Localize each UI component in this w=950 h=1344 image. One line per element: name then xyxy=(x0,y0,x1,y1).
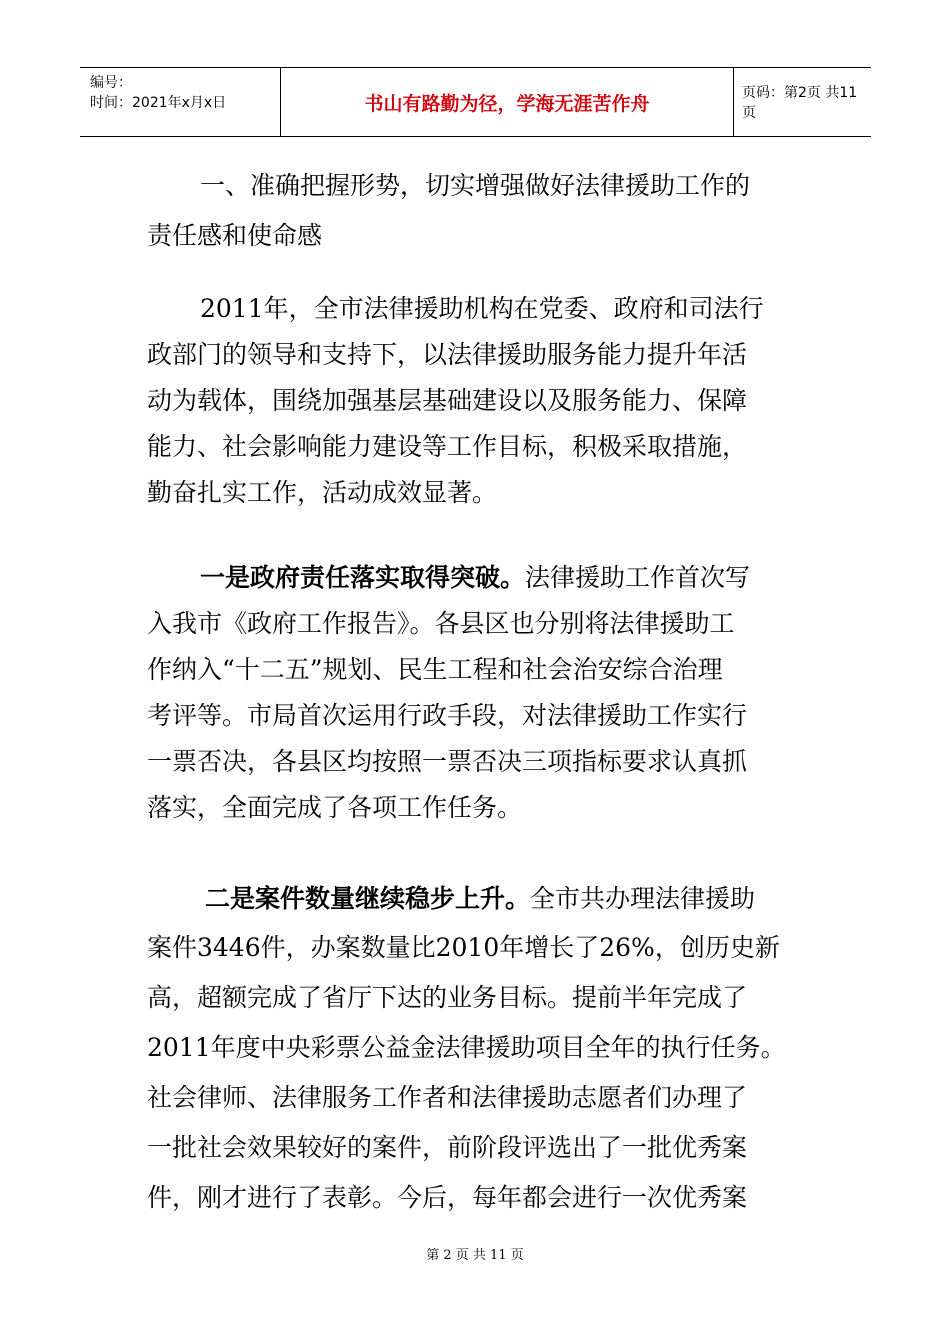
paragraph-line xyxy=(200,563,750,593)
paragraph-line: 2011年度中央彩票公益金法律援助项目全年的执行任务。 xyxy=(147,1033,786,1062)
paragraph-line: 一批社会效果较好的案件，前阶段评选出了一批优秀案 xyxy=(147,1133,748,1162)
paragraph-line: 高，超额完成了省厅下达的业务目标。提前半年完成了 xyxy=(147,983,748,1012)
paragraph-line: 一票否决，各县区均按照一票否决三项指标要求认真抓 xyxy=(147,747,748,776)
paragraph-lead-bold: 二是案件数量继续稳步上升。 xyxy=(205,884,531,913)
paragraph-line: 动为载体，围绕加强基层基础建设以及服务能力、保障 xyxy=(147,386,748,415)
paragraph-line: 案件3446件，办案数量比2010年增长了26%，创历史新 xyxy=(147,933,780,962)
time-label: 时间：2021年x月x日 xyxy=(90,95,227,111)
paragraph-line xyxy=(205,884,755,914)
paragraph-line: 落实，全面完成了各项工作任务。 xyxy=(147,793,523,822)
paragraph-line: 2011年，全市法律援助机构在党委、政府和司法行 xyxy=(200,294,764,323)
header-page-info: 页码：第2页 共11页 xyxy=(742,85,858,121)
paragraph-line: 能力、社会影响能力建设等工作目标，积极采取措施， xyxy=(147,432,748,461)
number-label: 编号： xyxy=(90,75,132,91)
paragraph-line: 入我市《政府工作报告》。各县区也分别将法律援助工 xyxy=(147,609,735,638)
document-header xyxy=(80,67,871,137)
paragraph-lead-bold: 一是政府责任落实取得突破。 xyxy=(200,563,526,592)
header-motto: 书山有路勤为径，学海无涯苦作舟 xyxy=(281,68,734,136)
paragraph-line: 件，刚才进行了表彰。今后，每年都会进行一次优秀案 xyxy=(147,1183,748,1212)
heading-line-2: 责任感和使命感 xyxy=(147,221,323,250)
paragraph-line: 作纳入“十二五”规划、民生工程和社会治安综合治理 xyxy=(147,655,723,684)
paragraph-line: 考评等。市局首次运用行政手段，对法律援助工作实行 xyxy=(147,701,748,730)
page-footer: 第 2 页 共 11 页 xyxy=(426,1248,524,1263)
paragraph-text: 全市共办理法律援助 xyxy=(530,884,756,913)
heading-line-1: 一、准确把握形势，切实增强做好法律援助工作的 xyxy=(200,171,751,200)
paragraph-line: 勤奋扎实工作，活动成效显著。 xyxy=(147,478,498,507)
paragraph-line: 社会律师、法律服务工作者和法律援助志愿者们办理了 xyxy=(147,1083,748,1112)
paragraph-line: 政部门的领导和支持下，以法律援助服务能力提升年活 xyxy=(147,340,748,369)
paragraph-text: 法律援助工作首次写 xyxy=(525,563,751,592)
header-meta-cell xyxy=(80,68,281,136)
